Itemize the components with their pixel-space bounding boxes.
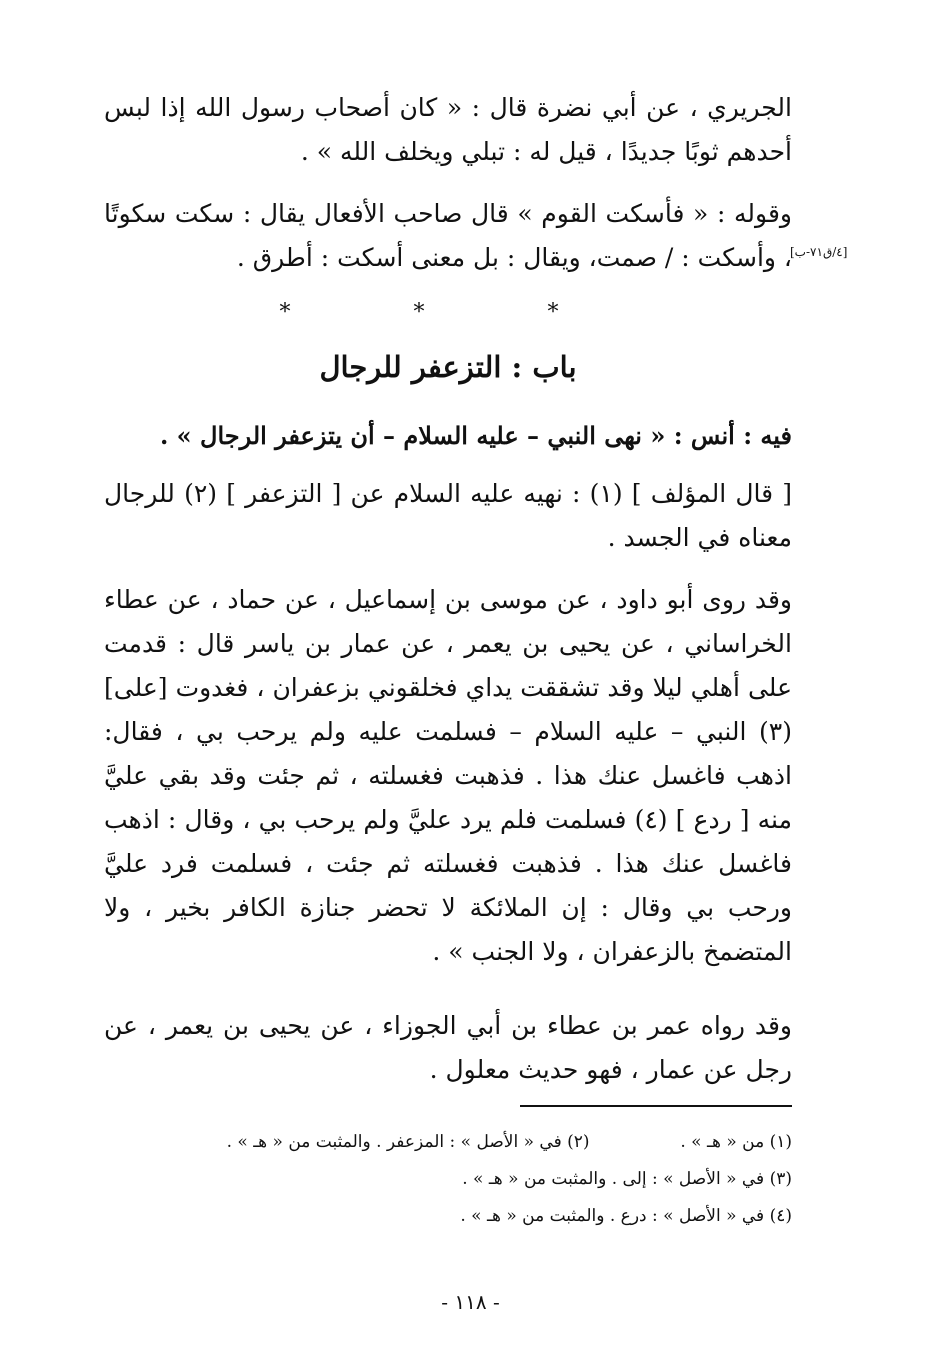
footnote-4: (٤) في « الأصل » : درع . والمثبت من « هـ » . bbox=[460, 1206, 792, 1226]
body-paragraph-3: [ قال المؤلف ] (١) : نهيه عليه السلام عن [ التزعفر ] (٢) للرجال معناه في الجسد . bbox=[104, 479, 792, 552]
footnote-divider bbox=[520, 1105, 792, 1107]
section-separator: * * * bbox=[279, 300, 617, 325]
footnotes bbox=[104, 1124, 792, 1235]
hadith-text: فيه : أنس : « نهى النبي – عليه السلام – أن يتزعفر الرجال » . bbox=[159, 421, 792, 450]
footnote-3: (٣) في « الأصل » : إلى . والمثبت من « هـ » . bbox=[462, 1169, 792, 1189]
chapter-title: باب : التزعفر للرجال bbox=[319, 350, 577, 384]
footnote-2: (٢) في « الأصل » : المزعفر . والمثبت من « هـ » . bbox=[226, 1132, 590, 1152]
footnote-1: (١) من « هـ » . bbox=[680, 1132, 792, 1152]
manuscript-folio-reference: [٤/ق٧١-ب] bbox=[790, 245, 848, 259]
body-paragraph-2: وقوله : « فأسكت القوم » قال صاحب الأفعال يقال : سكت سكوتًا ، وأسكت : / صمت، ويقال : بل معنى أسكت : أطرق . bbox=[104, 199, 792, 272]
body-paragraph-5: وقد رواه عمر بن عطاء بن أبي الجوزاء ، عن يحيى بن يعمر ، عن رجل عن عمار ، فهو حديث معلول . bbox=[104, 1011, 792, 1084]
footnote-row-1 bbox=[104, 1124, 792, 1161]
page-number: - ١١٨ - bbox=[441, 1290, 500, 1314]
body-paragraph-4: وقد روى أبو داود ، عن موسى بن إسماعيل ، عن حماد ، عن عطاء الخراساني ، عن يحيى بن يعمر ، عن عمار بن ياسر قال : قدمت على أهلي ليلا وقد تشققت يداي فخلقوني بزعفران ، فغدوت [على] (٣) النبي – عليه السلام – فسلمت عليه ولم يرحب بي ، فقال: اذهب فاغسل عنك هذا . فذهبت فغسلته ، ثم جئت وقد بقي عليَّ منه [ ردع ] (٤) فسلمت فلم يرد عليَّ ولم يرحب بي ، وقال : اذهب فاغسل عنك هذا . فذهبت فغسلته ثم جئت ، فسلمت فرد عليَّ ورحب بي وقال : إن الملائكة لا تحضر جنازة الكافر بخير ، ولا المتضمخ بالزعفران ، ولا الجنب » . bbox=[104, 585, 792, 966]
body-paragraph-1: الجريري ، عن أبي نضرة قال : « كان أصحاب رسول الله إذا لبس أحدهم ثوبًا جديدًا ، قيل له : تبلي ويخلف الله » . bbox=[104, 93, 792, 166]
